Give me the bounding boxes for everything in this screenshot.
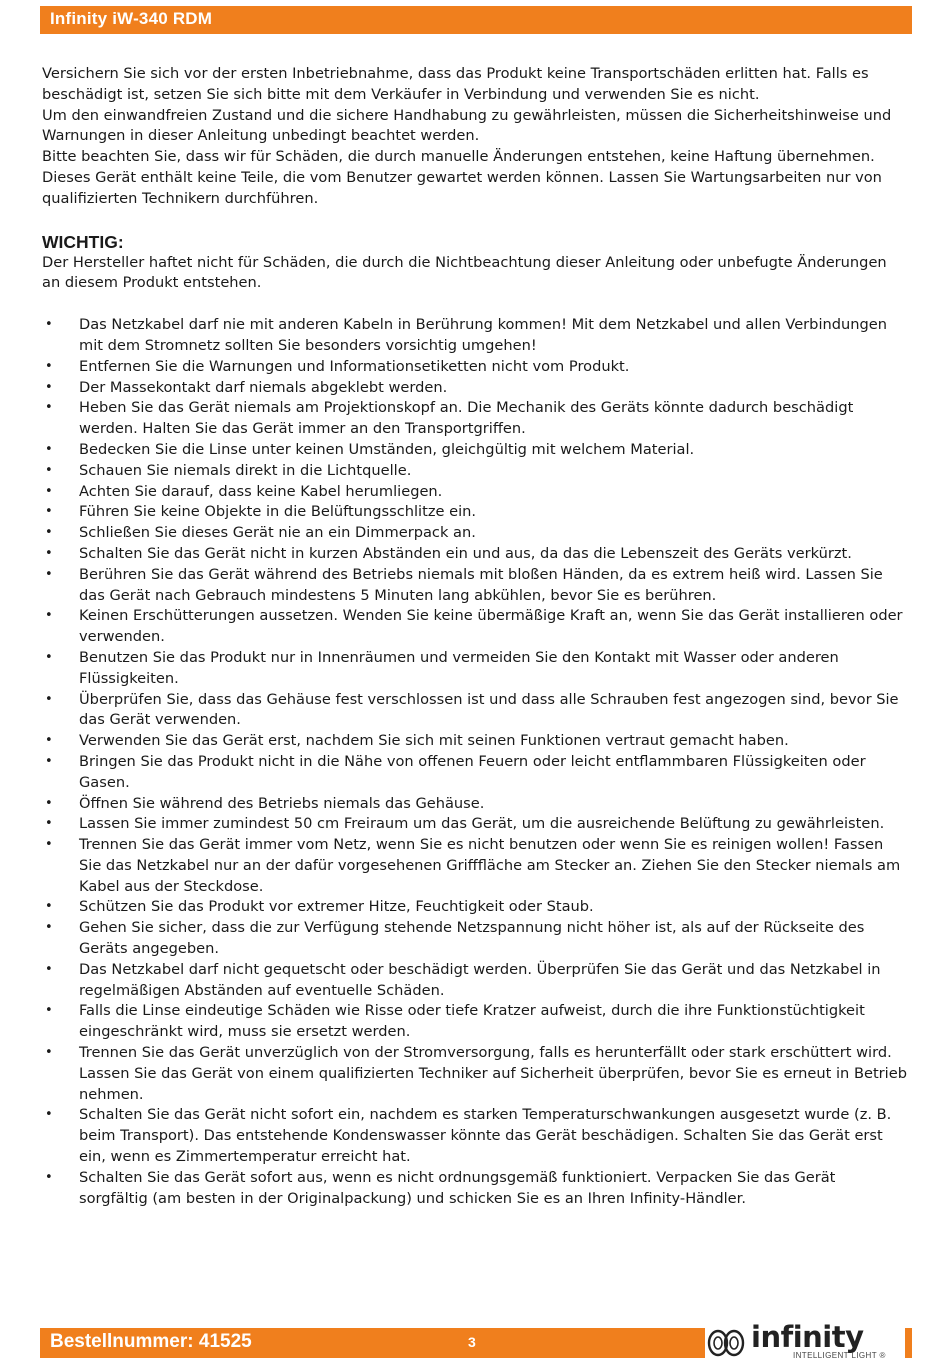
- bullet-dot-icon: •: [45, 691, 53, 707]
- safety-bullet-item: [42, 357, 908, 378]
- safety-bullet-item: [42, 648, 908, 690]
- bullet-dot-icon: •: [45, 1045, 53, 1061]
- intro-paragraph: Dieses Gerät enthält keine Teile, die vom Benutzer gewartet werden können. Lassen Sie Wartungsarbeiten nur von qualifizierten Technikern durchführen.: [42, 168, 882, 207]
- bullet-dot-icon: •: [45, 400, 53, 416]
- safety-bullet-item: [42, 752, 908, 794]
- safety-bullet-item: [42, 1001, 908, 1043]
- page-content: [42, 64, 908, 1209]
- bullet-text: Gehen Sie sicher, dass die zur Verfügung stehende Netzspannung nicht höher ist, als auf der Rückseite des Geräts angegeben.: [79, 919, 865, 958]
- safety-bullet-item: [42, 606, 908, 648]
- bullet-text: Überprüfen Sie, dass das Gehäuse fest verschlossen ist und dass alle Schrauben fest angezogen sind, bevor Sie das Gerät verwenden.: [79, 690, 899, 729]
- bullet-dot-icon: •: [45, 317, 53, 333]
- bullet-text: Falls die Linse eindeutige Schäden wie Risse oder tiefe Kratzer aufweist, durch die ihre Funktionstüchtigkeit eingeschränkt wird, muss sie ersetzt werden.: [79, 1002, 865, 1041]
- bullet-dot-icon: •: [45, 733, 53, 749]
- bullet-text: Schalten Sie das Gerät sofort aus, wenn es nicht ordnungsgemäß funktioniert. Verpacken Sie das Gerät sorgfältig (am besten in der Originalpackung) und schicken Sie es an Ihren Infinity-Händler.: [79, 1168, 836, 1207]
- bullet-text: Schalten Sie das Gerät nicht in kurzen Abständen ein und aus, da das die Lebenszeit des Geräts verkürzt.: [79, 544, 852, 562]
- safety-bullet-item: [42, 378, 908, 399]
- bullet-dot-icon: •: [45, 816, 53, 832]
- safety-bullet-item: [42, 960, 908, 1002]
- logo-tagline: INTELLIGENT LIGHT ®: [793, 1351, 886, 1360]
- bullet-text: Verwenden Sie das Gerät erst, nachdem Sie sich mit seinen Funktionen vertraut gemacht haben.: [79, 732, 789, 750]
- bullet-text: Schützen Sie das Produkt vor extremer Hitze, Feuchtigkeit oder Staub.: [79, 898, 594, 916]
- logo-wordmark: infinity: [751, 1320, 864, 1354]
- bullet-text: Berühren Sie das Gerät während des Betriebs niemals mit bloßen Händen, da es extrem heiß wird. Lassen Sie das Gerät nach Gebrauch mindestens 5 Minuten lang abkühlen, bevor Sie es berühren.: [79, 565, 883, 604]
- intro-paragraph: Versichern Sie sich vor der ersten Inbetriebnahme, dass das Produkt keine Transportschäden erlitten hat. Falls es beschädigt ist, setzen Sie sich bitte mit dem Verkäufer in Verbindung und verwenden Sie es nicht.: [42, 65, 869, 103]
- intro-paragraph: Um den einwandfreien Zustand und die sichere Handhabung zu gewährleisten, müssen die Sicherheitshinweise und Warnungen in dieser Anleitung unbedingt beachtet werden.: [42, 106, 892, 145]
- bullet-text: Heben Sie das Gerät niemals am Projektionskopf an. Die Mechanik des Geräts könnte dadurch beschädigt werden. Halten Sie das Gerät immer an den Transportgriffen.: [79, 399, 854, 438]
- safety-bullet-item: [42, 918, 908, 960]
- bullet-text: Schließen Sie dieses Gerät nie an ein Dimmerpack an.: [79, 524, 476, 542]
- safety-bullet-item: [42, 565, 908, 607]
- safety-bullet-item: [42, 544, 908, 565]
- bullet-dot-icon: •: [45, 608, 53, 624]
- bullet-dot-icon: •: [45, 504, 53, 520]
- bullet-text: Trennen Sie das Gerät immer vom Netz, wenn Sie es nicht benutzen oder wenn Sie es reinigen wollen! Fassen Sie das Netzkabel nur an der dafür vorgesehenen Grifffläche am Stecker an. Ziehen Sie den Stecker niemals am Kabel aus der Steckdose.: [79, 836, 901, 895]
- safety-bullet-item: [42, 398, 908, 440]
- safety-bullet-item: [42, 502, 908, 523]
- bullet-text: Achten Sie darauf, dass keine Kabel herumliegen.: [79, 482, 443, 500]
- bullet-text: Schauen Sie niemals direkt in die Lichtquelle.: [79, 461, 412, 479]
- bullet-text: Das Netzkabel darf nicht gequetscht oder beschädigt werden. Überprüfen Sie das Gerät und das Netzkabel in regelmäßigen Abständen auf eventuelle Schäden.: [79, 960, 881, 999]
- bullet-dot-icon: •: [45, 1107, 53, 1123]
- bullet-text: Führen Sie keine Objekte in die Belüftungsschlitze ein.: [79, 503, 477, 521]
- safety-bullet-item: [42, 731, 908, 752]
- infinity-logo-icon: [707, 1325, 745, 1361]
- bullet-text: Keinen Erschütterungen aussetzen. Wenden Sie keine übermäßige Kraft an, wenn Sie das Gerät installieren oder verwenden.: [79, 607, 903, 646]
- document-title: Infinity iW-340 RDM: [50, 9, 213, 28]
- bullet-text: Trennen Sie das Gerät unverzüglich von der Stromversorgung, falls es herunterfällt oder stark erschüttert wird. Lassen Sie das Gerät von einem qualifizierten Techniker auf Sicherheit überprüfen, bevor Sie es erneut in Betrieb nehmen.: [79, 1044, 907, 1103]
- bullet-dot-icon: •: [45, 795, 53, 811]
- safety-bullet-item: [42, 897, 908, 918]
- safety-bullet-item: [42, 814, 908, 835]
- safety-bullet-item: [42, 461, 908, 482]
- bullet-text: Der Massekontakt darf niemals abgeklebt werden.: [79, 378, 448, 396]
- bullet-dot-icon: •: [45, 961, 53, 977]
- safety-bullet-item: [42, 1168, 908, 1210]
- bullet-text: Lassen Sie immer zumindest 50 cm Freiraum um das Gerät, um die ausreichende Belüftung zu gewährleisten.: [79, 815, 885, 833]
- warning-heading: WICHTIG:: [42, 231, 124, 252]
- safety-bullet-item: [42, 440, 908, 461]
- order-number: Bestellnummer: 41525: [50, 1331, 252, 1352]
- bullet-dot-icon: •: [45, 1169, 53, 1185]
- bullet-dot-icon: •: [45, 920, 53, 936]
- bullet-text: Öffnen Sie während des Betriebs niemals das Gehäuse.: [79, 794, 485, 812]
- bullet-dot-icon: •: [45, 899, 53, 915]
- safety-bullet-item: [42, 315, 908, 357]
- infinity-logo: [705, 1322, 905, 1360]
- bullet-dot-icon: •: [45, 545, 53, 561]
- warning-text: Der Hersteller haftet nicht für Schäden, die durch die Nichtbeachtung dieser Anleitung oder unbefugte Änderungen an diesem Produkt entstehen.: [42, 253, 887, 292]
- bullet-text: Bedecken Sie die Linse unter keinen Umständen, gleichgültig mit welchem Material.: [79, 440, 695, 458]
- bullet-dot-icon: •: [45, 441, 53, 457]
- bullet-dot-icon: •: [45, 379, 53, 395]
- safety-bullet-item: [42, 835, 908, 897]
- bullet-dot-icon: •: [45, 837, 53, 853]
- bullet-dot-icon: •: [45, 566, 53, 582]
- safety-bullet-item: [42, 794, 908, 815]
- bullet-dot-icon: •: [45, 1003, 53, 1019]
- safety-bullet-item: [42, 690, 908, 732]
- bullet-dot-icon: •: [45, 649, 53, 665]
- bullet-text: Bringen Sie das Produkt nicht in die Nähe von offenen Feuern oder leicht entflammbaren Flüssigkeiten oder Gasen.: [79, 752, 866, 791]
- bullet-text: Benutzen Sie das Produkt nur in Innenräumen und vermeiden Sie den Kontakt mit Wasser oder anderen Flüssigkeiten.: [79, 648, 839, 687]
- safety-bullet-list: [42, 315, 908, 1209]
- intro-paragraph: Bitte beachten Sie, dass wir für Schäden, die durch manuelle Änderungen entstehen, keine Haftung übernehmen.: [42, 148, 875, 166]
- bullet-dot-icon: •: [45, 358, 53, 374]
- header-bar: [40, 6, 912, 34]
- bullet-text: Entfernen Sie die Warnungen und Informationsetiketten nicht vom Produkt.: [79, 357, 630, 375]
- bullet-dot-icon: •: [45, 753, 53, 769]
- safety-bullet-item: [42, 523, 908, 544]
- bullet-text: Das Netzkabel darf nie mit anderen Kabeln in Berührung kommen! Mit dem Netzkabel und allen Verbindungen mit dem Stromnetz sollten Sie besonders vorsichtig umgehen!: [79, 316, 887, 354]
- page-number: 3: [468, 1334, 476, 1350]
- safety-bullet-item: [42, 1043, 908, 1105]
- bullet-dot-icon: •: [45, 525, 53, 541]
- footer-bar: [40, 1320, 912, 1360]
- bullet-text: Schalten Sie das Gerät nicht sofort ein, nachdem es starken Temperaturschwankungen ausgesetzt wurde (z. B. beim Transport). Das entstehende Kondenswasser könnte das Gerät beschädigen. Schalten Sie das Gerät erst ein, wenn es Zimmertemperatur erreicht hat.: [79, 1106, 892, 1166]
- intro-section: [42, 64, 908, 210]
- safety-bullet-item: [42, 482, 908, 503]
- bullet-dot-icon: •: [45, 483, 53, 499]
- safety-bullet-item: [42, 1105, 908, 1167]
- bullet-dot-icon: •: [45, 462, 53, 478]
